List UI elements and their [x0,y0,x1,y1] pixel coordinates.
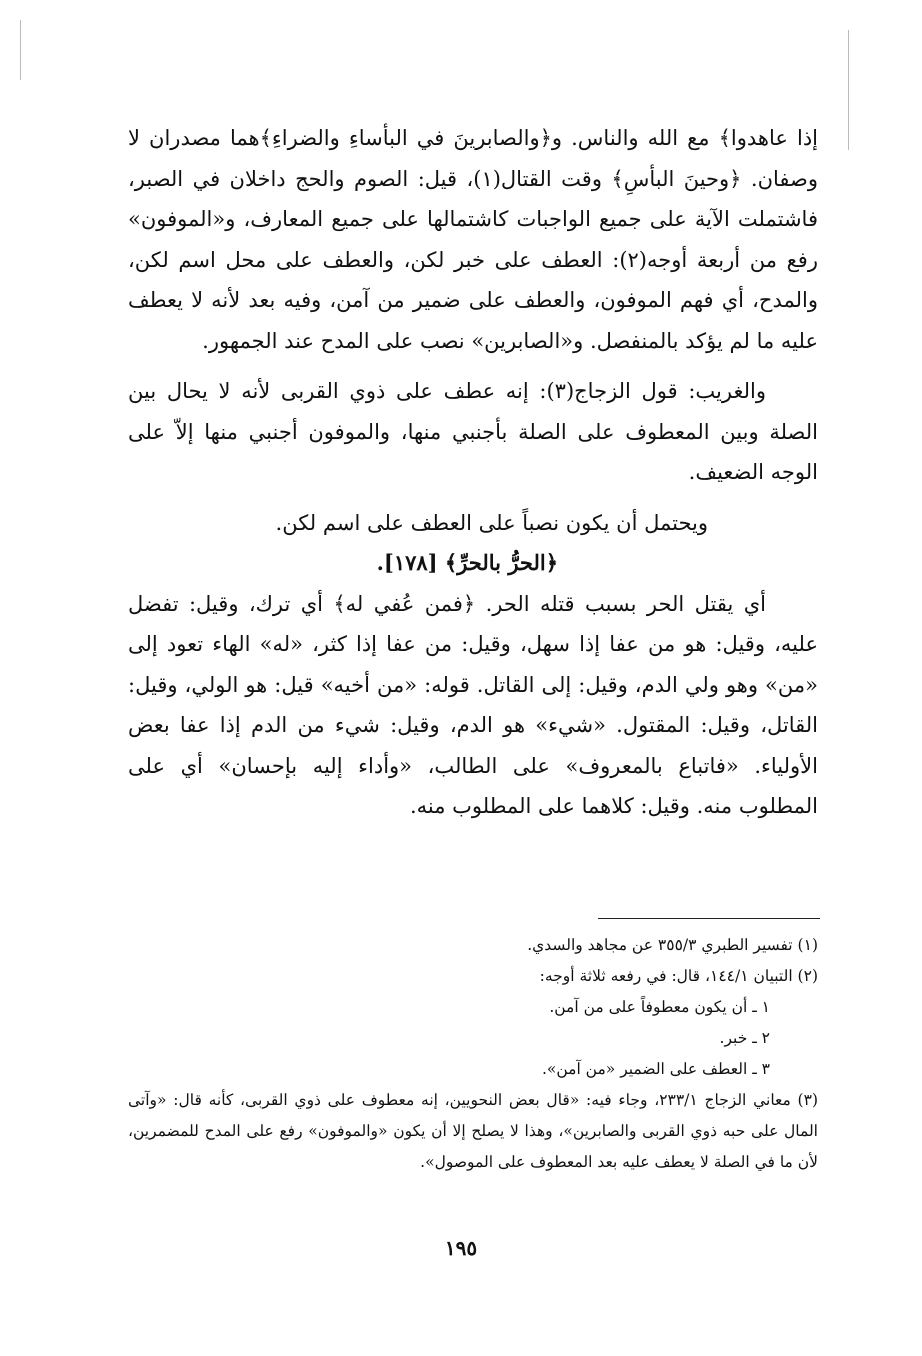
footnote-subitem: ٢ ـ خبر. [719,1029,770,1047]
paragraph: أي يقتل الحر بسبب قتله الحر. ﴿فمن عُفي له﴾ أي ترك، وقيل: تفضل عليه، وقيل: هو من عفا إذا سهل، وقيل: من عفا إذا كثر، «له» الهاء تعود إلى «من» وهو ولي الدم، وقيل: إلى القاتل. قوله: «من أخيه» قيل: هو الولي، وقيل: القاتل، وقيل: المقتول. «شيء» هو الدم، وقيل: شيء من الدم إذا عفا بعض الأولياء. «فاتباع بالمعروف» على الطالب، «وأداء إليه بإحسان» أي على المطلوب منه. وقيل: كلاهما على المطلوب منه. [128,591,818,818]
footnote: (١) تفسير الطبري ٣٥٥/٣ عن مجاهد والسدي. [527,936,818,954]
verse-heading: ﴿الحرُّ بالحرِّ﴾ [١٧٨]. [376,550,558,575]
footnote: (٢) التبيان ١٤٤/١، قال: في رفعه ثلاثة أوجه: [539,967,818,985]
footnotes [128,930,818,1178]
scan-edge-mark [20,20,21,80]
page-number: ١٩٥ [444,1236,478,1260]
paragraph: إذا عاهدوا﴾ مع الله والناس. و﴿والصابرينَ في البأساءِ والضراءِ﴾هما مصدران لا وصفان. ﴿وحينَ البأسِ﴾ وقت القتال(١)، قيل: الصوم والحج داخلان في الصبر، فاشتملت الآية على جميع الواجبات كاشتمالها على جميع المعارف، و«الموفون» رفع من أربعة أوجه(٢): العطف على خبر لكن، والعطف على محل اسم لكن، والمدح، أي فهم الموفون، والعطف على ضمير من آمن، وفيه بعد لأنه لا يعطف عليه ما لم يؤكد بالمنفصل. و«الصابرين» نصب على المدح عند الجمهور. [128,126,818,353]
footnote-subitem: ١ ـ أن يكون معطوفاً على من آمن. [549,998,770,1016]
paragraph: والغريب: قول الزجاج(٣): إنه عطف على ذوي القربى لأنه لا يحال بين الصلة وبين المعطوف على الصلة بأجنبي منها، والموفون أجنبي منها إلاّ على الوجه الضعيف. [128,379,818,484]
paragraph: ويحتمل أن يكون نصباً على العطف على اسم لكن. [275,510,708,535]
main-text [128,118,818,827]
footnote-divider [598,918,820,919]
scan-edge-mark [848,30,849,150]
footnote: (٣) معاني الزجاج ٢٣٣/١، وجاء فيه: «قال بعض النحويين، إنه معطوف على ذوي القربى، كأنه قال: «وآتى المال على حبه ذوي القربى والصابرين»، وهذا لا يصلح إلا أن يكون «والموفون» رفع على المدح للمضمرين، لأن ما في الصلة لا يعطف عليه بعد المعطوف على الموصول». [128,1091,818,1171]
footnote-subitem: ٣ ـ العطف على الضمير «من آمن». [541,1060,770,1078]
